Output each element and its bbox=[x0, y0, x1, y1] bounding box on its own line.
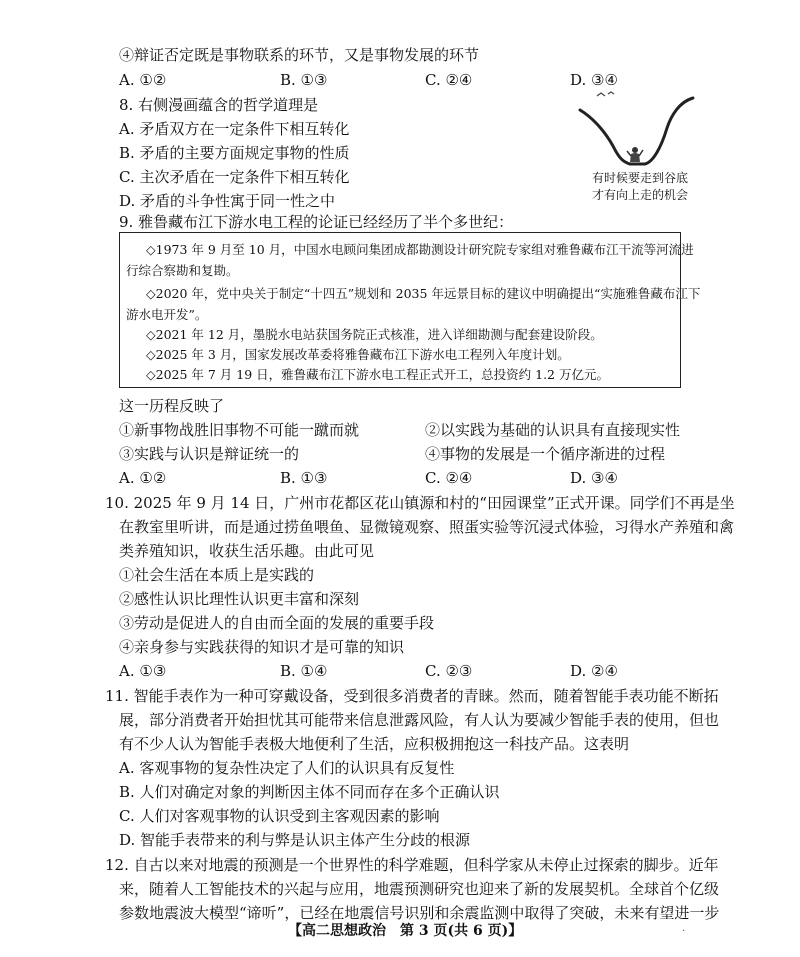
q11-choice-a: A. 客观事物的复杂性决定了人们的认识具有反复性 bbox=[119, 759, 455, 777]
q9-stem: 9. 雅鲁藏布江下游水电工程的论证已经经历了半个多世纪： bbox=[119, 213, 514, 231]
q12-line-1: 12. 自古以来对地震的预测是一个世界性的科学难题，但科学家从未停止过探索的脚步。近年 bbox=[105, 856, 719, 874]
cartoon-caption-line-2: 才有向上走的机会 bbox=[592, 188, 689, 202]
q10-line-1: 10. 2025 年 9 月 14 日，广州市花都区花山镇源和村的“田园课堂”正式开课。同学们不再是坐 bbox=[105, 494, 735, 512]
q7-option-a: A. ①② bbox=[119, 71, 167, 89]
cartoon-caption-line-1: 有时候要走到谷底 bbox=[592, 171, 689, 185]
q10-item-3: ③劳动是促进人的自由而全面的发展的重要手段 bbox=[119, 614, 435, 632]
q9-item-3: ③实践与认识是辩证统一的 bbox=[119, 445, 300, 463]
q10-item-4: ④亲身参与实践获得的知识才是可靠的知识 bbox=[119, 638, 405, 656]
q10-line-3: 类养殖知识，收获生活乐趣。由此可见 bbox=[119, 542, 375, 560]
q9-box-line: ◇2025 年 3 月，国家发展改革委将雅鲁藏布江下游水电工程列入年度计划。 bbox=[146, 347, 570, 362]
q8-choice-c: C. 主次矛盾在一定条件下相互转化 bbox=[119, 168, 350, 186]
q8-choice-d: D. 矛盾的斗争性寓于同一性之中 bbox=[119, 192, 336, 210]
climber-figure-icon bbox=[627, 147, 643, 162]
q8-stem: 8. 右侧漫画蕴含的哲学道理是 bbox=[119, 96, 319, 114]
q11-choice-c: C. 人们对客观事物的认识受到主客观因素的影响 bbox=[119, 807, 440, 825]
q8-choice-a: A. 矛盾双方在一定条件下相互转化 bbox=[119, 120, 350, 138]
q7-option-b: B. ①③ bbox=[280, 71, 328, 89]
page-footer: 【高二思想政治 第 3 页(共 6 页)】 bbox=[288, 923, 523, 939]
q10-option-c: C. ②③ bbox=[425, 662, 473, 680]
q7-option-d: D. ③④ bbox=[570, 71, 618, 89]
q9-box-line: 游水电开发”。 bbox=[126, 307, 208, 322]
corner-mark: · bbox=[682, 926, 686, 937]
q7-item-4: ④辩证否定既是事物联系的环节，又是事物发展的环节 bbox=[119, 46, 480, 64]
q9-item-1: ①新事物战胜旧事物不可能一蹴而就 bbox=[119, 421, 360, 439]
q9-item-4: ④事物的发展是一个循序渐进的过程 bbox=[425, 445, 666, 463]
q9-item-2: ②以实践为基础的认识具有直接现实性 bbox=[425, 421, 681, 439]
q10-option-d: D. ②④ bbox=[570, 662, 618, 680]
q7-option-c: C. ②④ bbox=[425, 71, 473, 89]
q9-option-a: A. ①② bbox=[119, 469, 167, 487]
q10-option-b: B. ①④ bbox=[280, 662, 328, 680]
q9-option-d: D. ③④ bbox=[570, 469, 618, 487]
q10-item-1: ①社会生活在本质上是实践的 bbox=[119, 566, 315, 584]
q11-choice-d: D. 智能手表带来的利与弊是认识主体产生分歧的根源 bbox=[119, 831, 471, 849]
q11-line-1: 11. 智能手表作为一种可穿戴设备，受到很多消费者的青睐。然而，随着智能手表功能不断拓 bbox=[105, 687, 719, 705]
q11-line-3: 有不少人认为智能手表极大地便利了生活，应积极拥抱这一科技产品。这表明 bbox=[119, 735, 630, 753]
q12-line-3: 参数地震波大模型“谛听”，已经在地震信号识别和余震监测中取得了突破，未来有望进一步 bbox=[119, 904, 720, 922]
q11-choice-b: B. 人们对确定对象的判断因主体不同而存在多个正确认识 bbox=[119, 783, 500, 801]
q10-option-a: A. ①③ bbox=[119, 662, 167, 680]
q12-line-2: 来，随着人工智能技术的兴起与应用，地震预测研究也迎来了新的发展契机。全球首个亿级 bbox=[119, 880, 720, 898]
q9-option-c: C. ②④ bbox=[425, 469, 473, 487]
q9-box-line: ◇2021 年 12 月，墨脱水电站获国务院正式核准，进入详细勘测与配套建设阶段。 bbox=[146, 327, 603, 342]
bird-icon bbox=[597, 93, 605, 96]
bird-icon bbox=[608, 92, 614, 94]
q10-line-2: 在教室里听讲，而是通过捞鱼喂鱼、显微镜观察、照蛋实验等沉浸式体验，习得水产养殖和禽 bbox=[119, 518, 735, 536]
q9-box-line: 行综合察勘和复勘。 bbox=[126, 263, 239, 278]
q9-box-line: ◇1973 年 9 月至 10 月，中国水电顾问集团成都勘测设计研究院专家组对雅鲁藏布江干流等河流进 bbox=[146, 242, 694, 257]
q8-choice-b: B. 矛盾的主要方面规定事物的性质 bbox=[119, 144, 350, 162]
q11-line-2: 展，部分消费者开始担忧其可能带来信息泄露风险，有人认为要减少智能手表的使用，但也 bbox=[119, 711, 720, 729]
q10-item-2: ②感性认识比理性认识更丰富和深刻 bbox=[119, 590, 360, 608]
q9-box-line: ◇2020 年，党中央关于制定“十四五”规划和 2035 年远景目标的建议中明确提出“实施雅鲁藏布江下 bbox=[146, 286, 701, 301]
q9-box-line: ◇2025 年 7 月 19 日，雅鲁藏布江下游水电工程正式开工，总投资约 1.2 万亿元。 bbox=[146, 367, 609, 382]
q9-prompt: 这一历程反映了 bbox=[119, 397, 225, 415]
q9-timeline-box bbox=[119, 232, 701, 388]
q9-option-b: B. ①③ bbox=[280, 469, 328, 487]
